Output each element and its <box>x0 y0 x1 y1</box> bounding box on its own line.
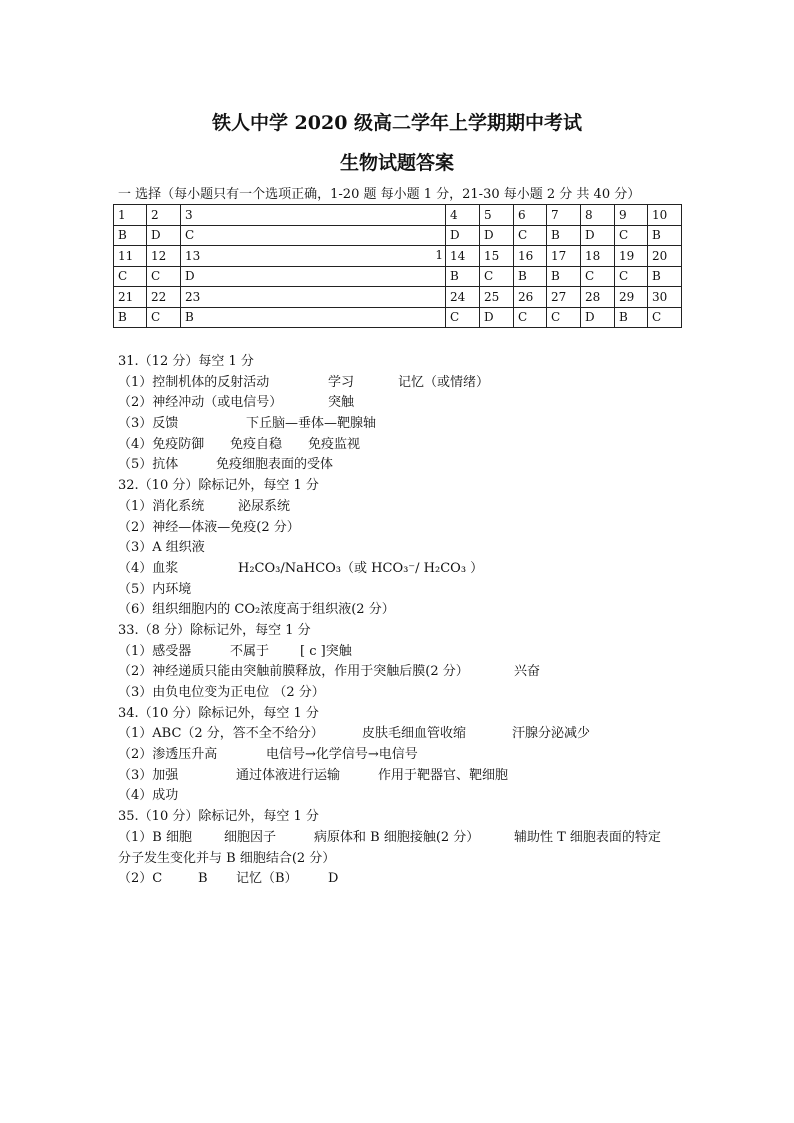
table-cell-number: 6 <box>514 205 547 226</box>
answer-text: （4）成功 <box>118 788 179 804</box>
table-cell-answer: C <box>114 266 147 287</box>
table-cell-number: 7 <box>547 205 581 226</box>
q34-heading-text: 34.（10 分）除标记外，每空 1 分 <box>118 705 319 721</box>
table-cell-answer: D <box>581 307 615 328</box>
answer-text: （4）血浆 <box>118 560 179 576</box>
page-subtitle: 生物试题答案 <box>339 152 454 174</box>
table-cell-number: 24 <box>446 287 480 308</box>
table-cell-answer: B <box>547 266 581 287</box>
q32-line-4 <box>118 559 718 580</box>
table-cell-answer: D <box>480 225 514 246</box>
answer-text: （3）由负电位变为正电位 （2 分） <box>118 685 325 700</box>
table-cell-answer: B <box>648 266 682 287</box>
table-cell-answer: C <box>615 225 648 246</box>
q34-line-4 <box>118 786 718 807</box>
table-cell-answer: C <box>514 307 547 328</box>
table-cell-number: 2 <box>147 205 181 226</box>
answer-text: 兴奋 <box>514 664 541 680</box>
table-row-question-numbers <box>114 205 682 226</box>
answer-text: 汗腺分泌减少 <box>512 726 591 742</box>
table-cell-number: 14 <box>446 246 480 267</box>
table-cell-number: 12 <box>147 246 181 267</box>
table-cell-answer: B <box>114 225 147 246</box>
table-cell-number: 3 <box>181 205 446 226</box>
answer-text: （1）ABC（2 分，答不全不给分） <box>118 726 324 742</box>
answer-text: （1）控制机体的反射活动 <box>118 374 270 390</box>
table-cell-answer: C <box>547 307 581 328</box>
q35-line-1b <box>118 849 718 870</box>
table-cell-number: 20 <box>648 246 682 267</box>
q35-heading-text: 35.（10 分）除标记外，每空 1 分 <box>118 809 319 825</box>
table-cell-answer: B <box>514 266 547 287</box>
q35-heading <box>118 807 718 828</box>
table-cell-answer: B <box>615 307 648 328</box>
table-row-answers <box>114 225 682 246</box>
table-cell-answer: B <box>114 307 147 328</box>
q33-heading-text: 33.（8 分）除标记外，每空 1 分 <box>118 622 311 638</box>
answer-text: 记忆（B） <box>236 871 298 887</box>
q34-line-2 <box>118 745 718 766</box>
table-cell-answer: C <box>581 266 615 287</box>
q32-heading <box>118 476 718 497</box>
table-cell-number: 22 <box>147 287 181 308</box>
table-cell-answer: B <box>547 225 581 246</box>
table-cell-answer: B <box>446 266 480 287</box>
answer-table-body <box>114 205 682 328</box>
q34-line-1 <box>118 724 718 745</box>
q33-line-1 <box>118 642 718 663</box>
q32-heading-text: 32.（10 分）除标记外，每空 1 分 <box>118 478 319 494</box>
chemical-formula: H₂CO₃/NaHCO₃（或 HCO₃⁻/ H₂CO₃ ） <box>238 560 484 576</box>
answer-text: 突触 <box>328 395 355 411</box>
answer-text: B <box>198 871 208 887</box>
q32-line-1 <box>118 497 718 518</box>
table-cell-number <box>181 246 446 267</box>
answer-text: （3）A 组织液 <box>118 540 205 556</box>
answer-text: （2）渗透压升高 <box>118 747 218 763</box>
table-cell-number: 28 <box>581 287 615 308</box>
table-cell-number: 27 <box>547 287 581 308</box>
q31-heading <box>118 352 718 373</box>
answer-text: （1）感受器 <box>118 643 192 659</box>
table-cell-answer: D <box>480 307 514 328</box>
table-cell-answer: D <box>446 225 480 246</box>
answer-text: （5）抗体 <box>118 457 179 473</box>
answer-text: （2）神经递质只能由突触前膜释放，作用于突触后膜(2 分） <box>118 664 469 680</box>
q34-line-3 <box>118 766 718 787</box>
answer-text: 细胞因子 <box>224 829 277 845</box>
q35-line-2 <box>118 869 718 890</box>
table-row-answers <box>114 307 682 328</box>
answer-text: （5）内环境 <box>118 581 192 597</box>
answer-table <box>113 204 682 328</box>
table-cell-answer: C <box>147 307 181 328</box>
answer-text: 免疫监视 <box>308 436 361 452</box>
answer-text: 记忆（或情绪） <box>398 374 490 390</box>
table-cell-number: 5 <box>480 205 514 226</box>
table-cell-number-text: 13 <box>185 248 201 263</box>
answer-text: 病原体和 B 细胞接触(2 分） <box>314 829 480 845</box>
table-cell-answer: B <box>181 307 446 328</box>
q31-line-4 <box>118 435 718 456</box>
answer-text: 通过体液进行运输 <box>236 767 341 783</box>
q31-line-1 <box>118 373 718 394</box>
q34-heading <box>118 704 718 725</box>
table-cell-answer: C <box>181 225 446 246</box>
table-cell-number: 23 <box>181 287 446 308</box>
answer-text: 分子发生变化并与 B 细胞结合(2 分） <box>118 850 336 866</box>
answer-text: 下丘脑—垂体—靶腺轴 <box>246 416 377 432</box>
stray-mark: 1 <box>435 248 443 262</box>
table-cell-answer: C <box>147 266 181 287</box>
table-cell-number: 4 <box>446 205 480 226</box>
answer-text: 学习 <box>328 374 355 390</box>
page-title: 铁人中学 2020 级高二学年上学期期中考试 <box>211 112 583 134</box>
table-cell-number: 8 <box>581 205 615 226</box>
table-cell-number: 1 <box>114 205 147 226</box>
table-cell-number: 15 <box>480 246 514 267</box>
table-row-question-numbers <box>114 287 682 308</box>
q32-line-3 <box>118 538 718 559</box>
table-row-answers <box>114 266 682 287</box>
answer-text: （1）B 细胞 <box>118 829 192 845</box>
answer-text: （3）反馈 <box>118 416 179 432</box>
q31-heading-text: 31.（12 分）每空 1 分 <box>118 354 254 369</box>
q32-line-6 <box>118 600 718 621</box>
answer-text: D <box>328 871 339 887</box>
answer-text: 不属于 <box>230 643 270 659</box>
answer-text: 辅助性 T 细胞表面的特定 <box>514 829 661 845</box>
q33-line-2 <box>118 662 718 683</box>
table-cell-number: 21 <box>114 287 147 308</box>
table-cell-answer: C <box>615 266 648 287</box>
answer-text: （3）加强 <box>118 767 179 783</box>
answer-text: 免疫自稳 <box>230 436 283 452</box>
answer-text: （2）神经—体液—免疫(2 分） <box>118 519 300 535</box>
table-cell-answer: D <box>181 266 446 287</box>
table-cell-number: 19 <box>615 246 648 267</box>
table-cell-answer: C <box>480 266 514 287</box>
table-cell-answer: B <box>648 225 682 246</box>
answer-text: 泌尿系统 <box>238 498 291 514</box>
answer-text: [ c ]突触 <box>300 643 352 659</box>
q31-line-2 <box>118 393 718 414</box>
q32-line-2 <box>118 518 718 539</box>
q31-line-3 <box>118 414 718 435</box>
q33-heading <box>118 621 718 642</box>
q31-line-5 <box>118 455 718 476</box>
answer-text: 作用于靶器官、靶细胞 <box>378 767 509 783</box>
table-cell-number: 25 <box>480 287 514 308</box>
table-cell-answer: D <box>147 225 181 246</box>
q33-line-3 <box>118 683 718 704</box>
answers-section <box>118 352 718 890</box>
q32-line-5 <box>118 580 718 601</box>
table-row-question-numbers <box>114 246 682 267</box>
table-cell-answer: C <box>446 307 480 328</box>
table-cell-number: 18 <box>581 246 615 267</box>
section-heading-choice: 一 选择（每小题只有一个选项正确，1-20 题 每小题 1 分，21-30 每小题 2 分 共 40 分） <box>118 187 641 202</box>
answer-text: 皮肤毛细血管收缩 <box>362 726 467 742</box>
table-cell-number: 10 <box>648 205 682 226</box>
table-cell-number: 11 <box>114 246 147 267</box>
table-cell-number: 16 <box>514 246 547 267</box>
answer-text: 免疫细胞表面的受体 <box>216 457 334 473</box>
answer-text: 电信号→化学信号→电信号 <box>266 747 418 763</box>
answer-text: （6）组织细胞内的 CO₂浓度高于组织液(2 分） <box>118 602 395 618</box>
table-cell-number: 30 <box>648 287 682 308</box>
table-cell-number: 26 <box>514 287 547 308</box>
answer-text: （2）C <box>118 871 163 887</box>
table-cell-answer: C <box>514 225 547 246</box>
answer-text: （2）神经冲动（或电信号） <box>118 395 283 411</box>
table-cell-answer: D <box>581 225 615 246</box>
answer-text: （4）免疫防御 <box>118 436 205 452</box>
answer-text: （1）消化系统 <box>118 498 205 514</box>
table-cell-number: 17 <box>547 246 581 267</box>
table-cell-number: 29 <box>615 287 648 308</box>
table-cell-answer: C <box>648 307 682 328</box>
table-cell-number: 9 <box>615 205 648 226</box>
q35-line-1 <box>118 828 718 849</box>
